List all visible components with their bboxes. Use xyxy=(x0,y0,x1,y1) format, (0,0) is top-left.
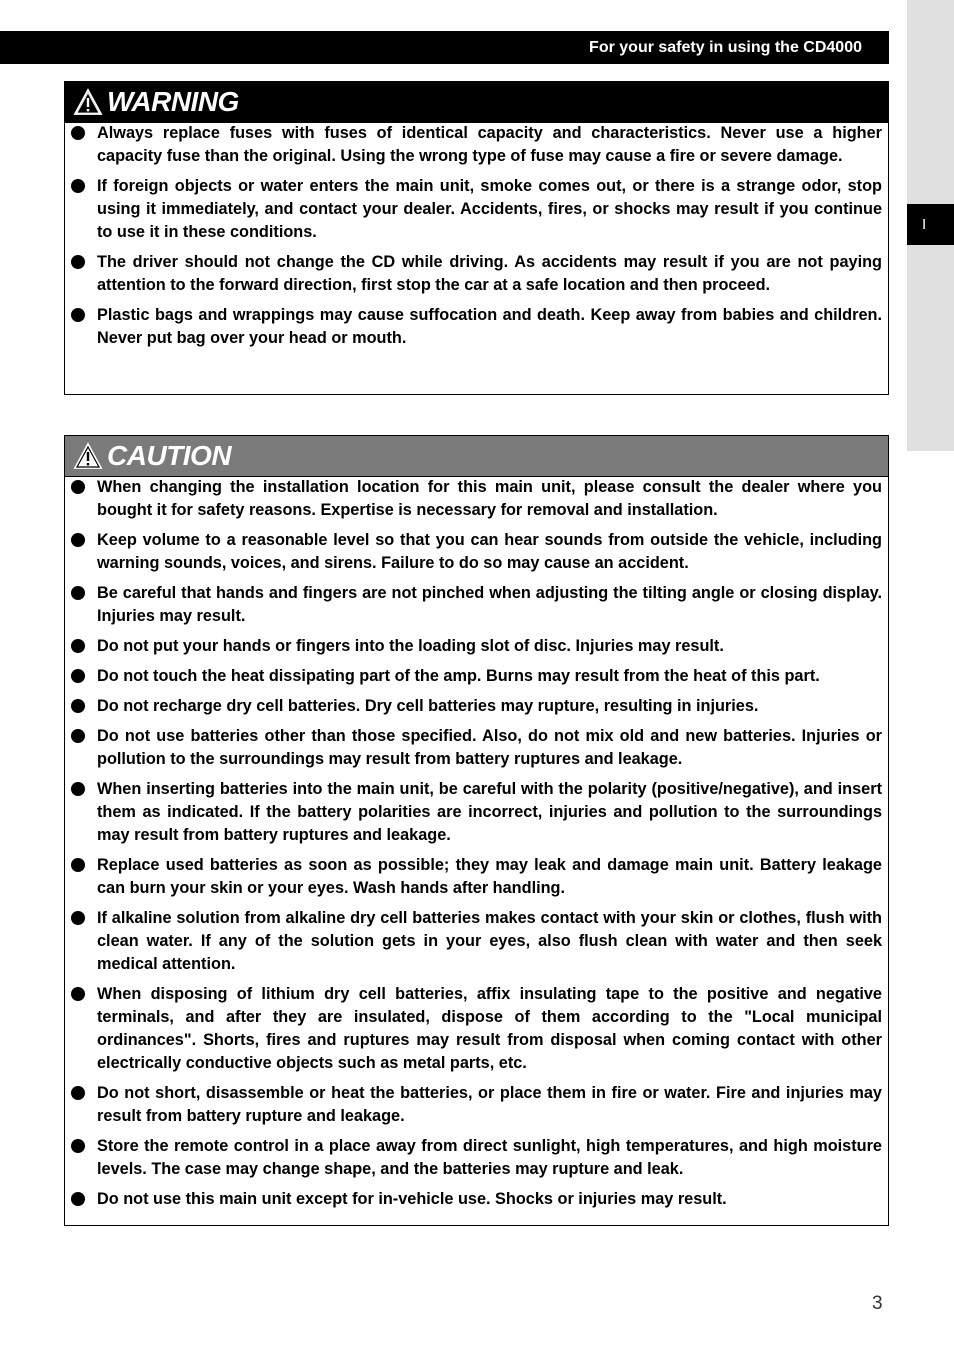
caution-item-text: When disposing of lithium dry cell batteries, affix insulating tape to the positive and negative terminals, and after they are insulated, dispose of them according to the "Local municipal ordinances". Shorts, fires and ruptures may result from disposal when coming contact with other electrically conductive objects such as metal parts, etc. xyxy=(97,985,882,1072)
bullet-icon xyxy=(71,699,85,713)
side-index-tab: I xyxy=(907,204,954,245)
warning-box xyxy=(64,81,889,395)
caution-box xyxy=(64,435,889,1226)
caution-item-text: Do not recharge dry cell batteries. Dry cell batteries may rupture, resulting in injuries. xyxy=(97,697,759,715)
caution-item-text: Do not short, disassemble or heat the batteries, or place them in fire or water. Fire and injuries may result from battery rupture and leakage. xyxy=(97,1084,882,1125)
page-header: For your safety in using the CD4000 xyxy=(0,31,889,64)
warning-item-text: The driver should not change the CD while driving. As accidents may result if you are not paying attention to the forward direction, first stop the car at a safe location and then proceed. xyxy=(97,253,882,294)
caution-item-text: Do not use batteries other than those specified. Also, do not mix old and new batteries. Injuries or pollution to the surroundings may result from battery ruptures and leakage. xyxy=(97,727,882,768)
caution-item-text: Keep volume to a reasonable level so that you can hear sounds from outside the vehicle, including warning sounds, voices, and sirens. Failure to do so may cause an accident. xyxy=(97,531,882,572)
warning-title: WARNING xyxy=(107,86,239,117)
bullet-icon xyxy=(71,480,85,494)
caution-item-text: Do not touch the heat dissipating part of the amp. Burns may result from the heat of this part. xyxy=(97,667,820,685)
caution-item xyxy=(71,1135,882,1181)
caution-item xyxy=(71,983,882,1075)
caution-item xyxy=(71,778,882,847)
caution-list xyxy=(65,476,888,1211)
caution-item xyxy=(71,476,882,522)
bullet-icon xyxy=(71,179,85,193)
page-number: 3 xyxy=(872,1293,883,1314)
caution-item-text: Store the remote control in a place away from direct sunlight, high temperatures, and high moisture levels. The case may change shape, and the batteries may rupture and leak. xyxy=(97,1137,882,1178)
caution-item xyxy=(71,582,882,628)
bullet-icon xyxy=(71,858,85,872)
caution-item-text: When changing the installation location for this main unit, please consult the dealer where you bought it for safety reasons. Expertise is necessary for removal and installation. xyxy=(97,478,882,519)
warning-header xyxy=(65,82,888,123)
bullet-icon xyxy=(71,586,85,600)
bullet-icon xyxy=(71,126,85,140)
caution-item-text: Do not put your hands or fingers into the loading slot of disc. Injuries may result. xyxy=(97,637,724,655)
warning-triangle-icon xyxy=(73,88,103,116)
warning-item xyxy=(71,304,882,350)
warning-item-text: Always replace fuses with fuses of identical capacity and characteristics. Never use a higher capacity fuse than the original. Using the wrong type of fuse may cause a fire or severe damage. xyxy=(97,124,882,165)
bullet-icon xyxy=(71,1139,85,1153)
caution-item xyxy=(71,854,882,900)
caution-item xyxy=(71,635,882,658)
bullet-icon xyxy=(71,987,85,1001)
caution-triangle-icon xyxy=(73,442,103,470)
caution-item xyxy=(71,695,882,718)
bullet-icon xyxy=(71,639,85,653)
caution-item xyxy=(71,665,882,688)
bullet-icon xyxy=(71,1192,85,1206)
caution-item xyxy=(71,725,882,771)
bullet-icon xyxy=(71,308,85,322)
warning-item xyxy=(71,122,882,168)
caution-item-text: If alkaline solution from alkaline dry cell batteries makes contact with your skin or clothes, flush with clean water. If any of the solution gets in your eyes, also flush clean with water and then seek medical attention. xyxy=(97,909,882,973)
warning-item-text: If foreign objects or water enters the main unit, smoke comes out, or there is a strange odor, stop using it immediately, and contact your dealer. Accidents, fires, or shocks may result if you continue to use it in these conditions. xyxy=(97,177,882,241)
caution-header xyxy=(65,436,888,477)
bullet-icon xyxy=(71,255,85,269)
caution-item-text: Be careful that hands and fingers are not pinched when adjusting the tilting angle or closing display. Injuries may result. xyxy=(97,584,882,625)
caution-title: CAUTION xyxy=(107,440,232,471)
bullet-icon xyxy=(71,533,85,547)
caution-item xyxy=(71,1188,882,1211)
bullet-icon xyxy=(71,911,85,925)
caution-item-text: Do not use this main unit except for in-vehicle use. Shocks or injuries may result. xyxy=(97,1190,727,1208)
caution-item xyxy=(71,1082,882,1128)
caution-item xyxy=(71,529,882,575)
bullet-icon xyxy=(71,669,85,683)
bullet-icon xyxy=(71,729,85,743)
warning-list xyxy=(65,122,888,350)
bullet-icon xyxy=(71,1086,85,1100)
warning-item xyxy=(71,175,882,244)
caution-item-text: Replace used batteries as soon as possible; they may leak and damage main unit. Battery leakage can burn your skin or your eyes. Wash hands after handling. xyxy=(97,856,882,897)
caution-item xyxy=(71,907,882,976)
warning-item-text: Plastic bags and wrappings may cause suffocation and death. Keep away from babies and children. Never put bag over your head or mouth. xyxy=(97,306,882,347)
caution-item-text: When inserting batteries into the main unit, be careful with the polarity (positive/negative), and insert them as indicated. If the battery polarities are incorrect, injuries and pollution to the surroundings may result from battery ruptures and leakage. xyxy=(97,780,882,844)
bullet-icon xyxy=(71,782,85,796)
warning-item xyxy=(71,251,882,297)
